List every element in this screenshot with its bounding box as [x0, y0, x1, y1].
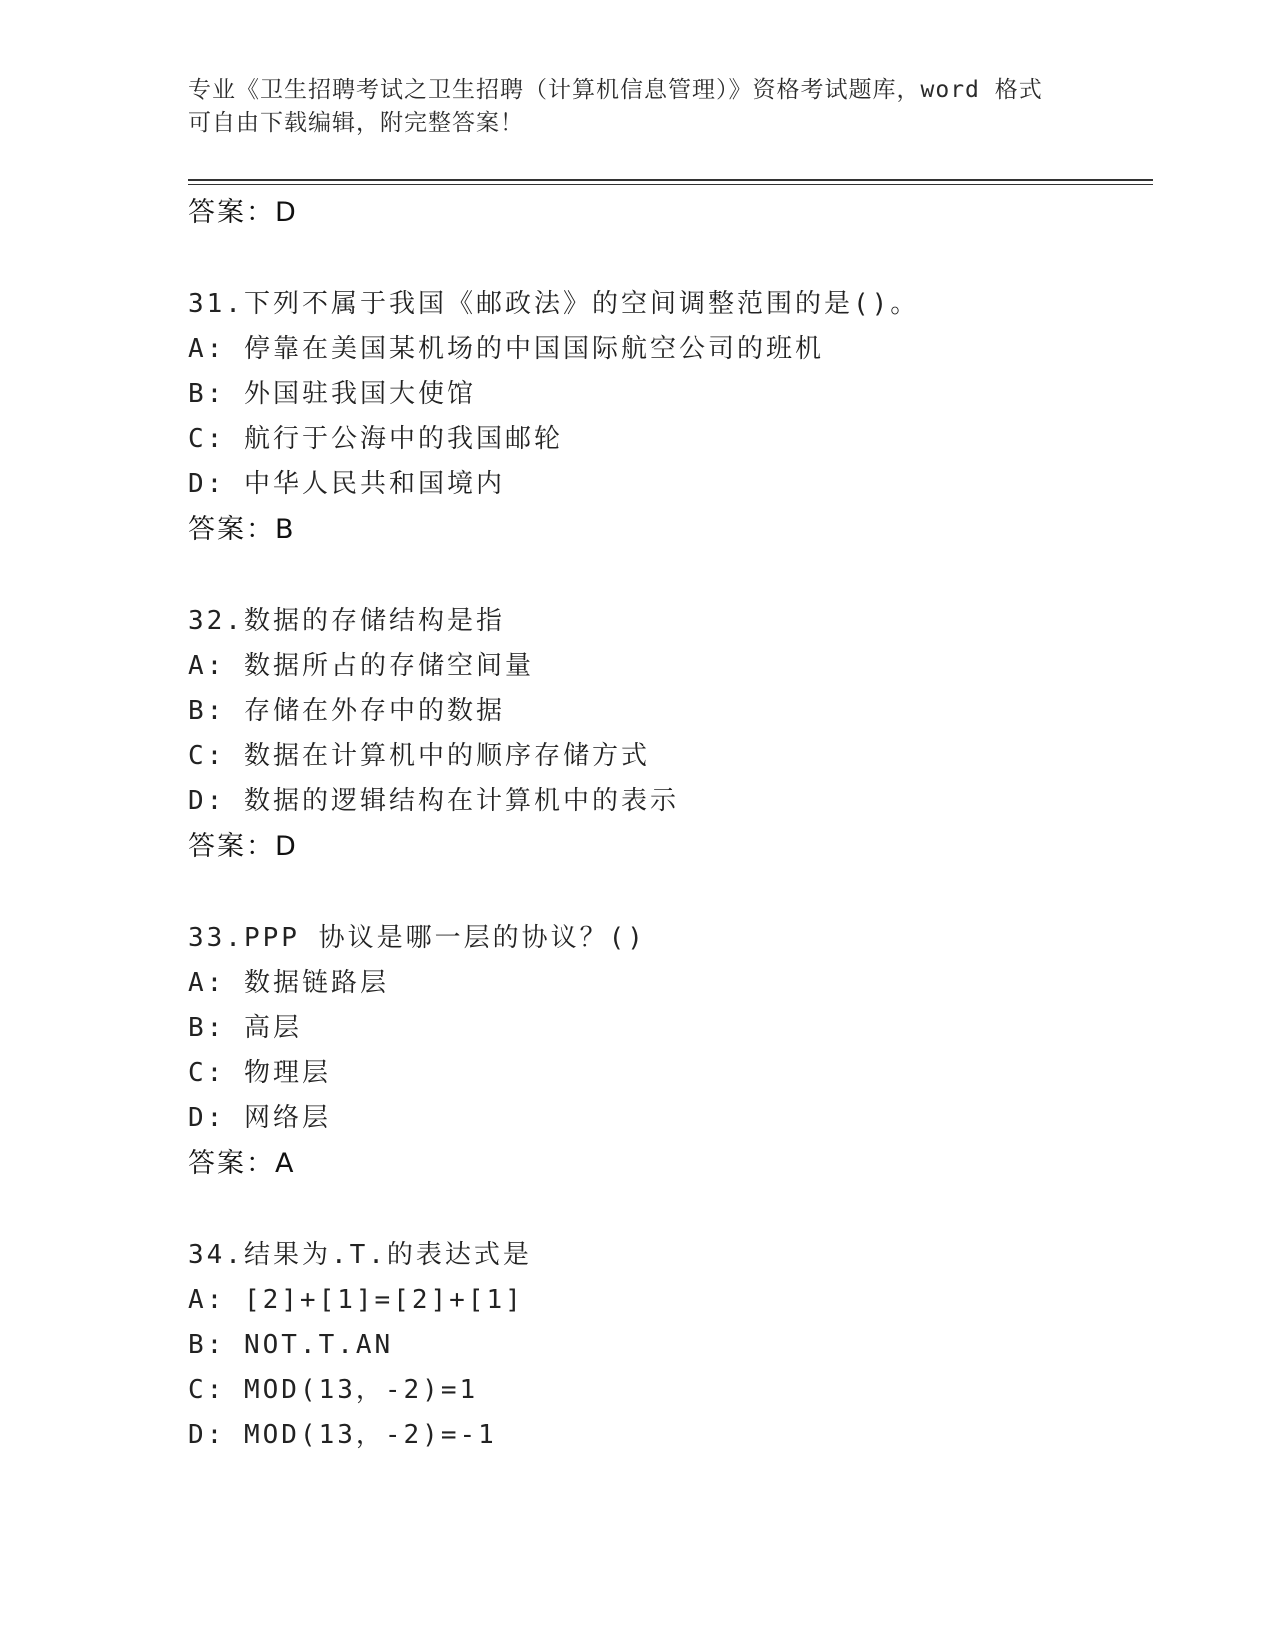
option-c: C: MOD(13，-2)=1	[188, 1375, 479, 1405]
option-b: B: 外国驻我国大使馆	[188, 379, 476, 409]
question-stem: 32.数据的存储结构是指	[188, 606, 505, 636]
option-d: D: 网络层	[188, 1103, 331, 1133]
previous-answer: 答案：D	[188, 197, 298, 228]
question-stem: 31.下列不属于我国《邮政法》的空间调整范围的是()。	[188, 289, 920, 319]
answer: 答案：A	[188, 1148, 296, 1179]
option-c: C: 物理层	[188, 1058, 331, 1088]
header-divider-thin	[188, 184, 1153, 185]
spacer	[188, 869, 1153, 916]
option-d: D: MOD(13，-2)=-1	[188, 1420, 497, 1450]
option-b: B: 高层	[188, 1013, 302, 1043]
answer: 答案：B	[188, 514, 296, 545]
option-a: A: 数据链路层	[188, 968, 389, 998]
header-line-1: 专业《卫生招聘考试之卫生招聘（计算机信息管理）》资格考试题库，word 格式	[188, 77, 1043, 103]
spacer	[188, 235, 1153, 282]
option-c: C: 数据在计算机中的顺序存储方式	[188, 741, 650, 771]
spacer	[188, 552, 1153, 599]
question-list	[188, 190, 1153, 1458]
document-header	[188, 74, 1108, 140]
answer: 答案：D	[188, 831, 298, 862]
question-34	[188, 1233, 1153, 1458]
option-a: A: 停靠在美国某机场的中国国际航空公司的班机	[188, 334, 824, 364]
option-d: D: 中华人民共和国境内	[188, 469, 505, 499]
spacer	[188, 1186, 1153, 1233]
header-divider-thick	[188, 179, 1153, 181]
question-stem: 34.结果为.T.的表达式是	[188, 1240, 532, 1270]
option-a: A: 数据所占的存储空间量	[188, 651, 534, 681]
option-a: A: [2]+[1]=[2]+[1]	[188, 1285, 524, 1315]
option-c: C: 航行于公海中的我国邮轮	[188, 424, 563, 454]
option-b: B: 存储在外存中的数据	[188, 696, 505, 726]
question-stem: 33.PPP 协议是哪一层的协议？()	[188, 923, 646, 953]
header-line-2: 可自由下载编辑，附完整答案！	[188, 110, 524, 136]
option-b: B: NOT.T.AN	[188, 1330, 394, 1360]
question-33	[188, 916, 1153, 1186]
question-31	[188, 282, 1153, 552]
option-d: D: 数据的逻辑结构在计算机中的表示	[188, 786, 679, 816]
question-32	[188, 599, 1153, 869]
